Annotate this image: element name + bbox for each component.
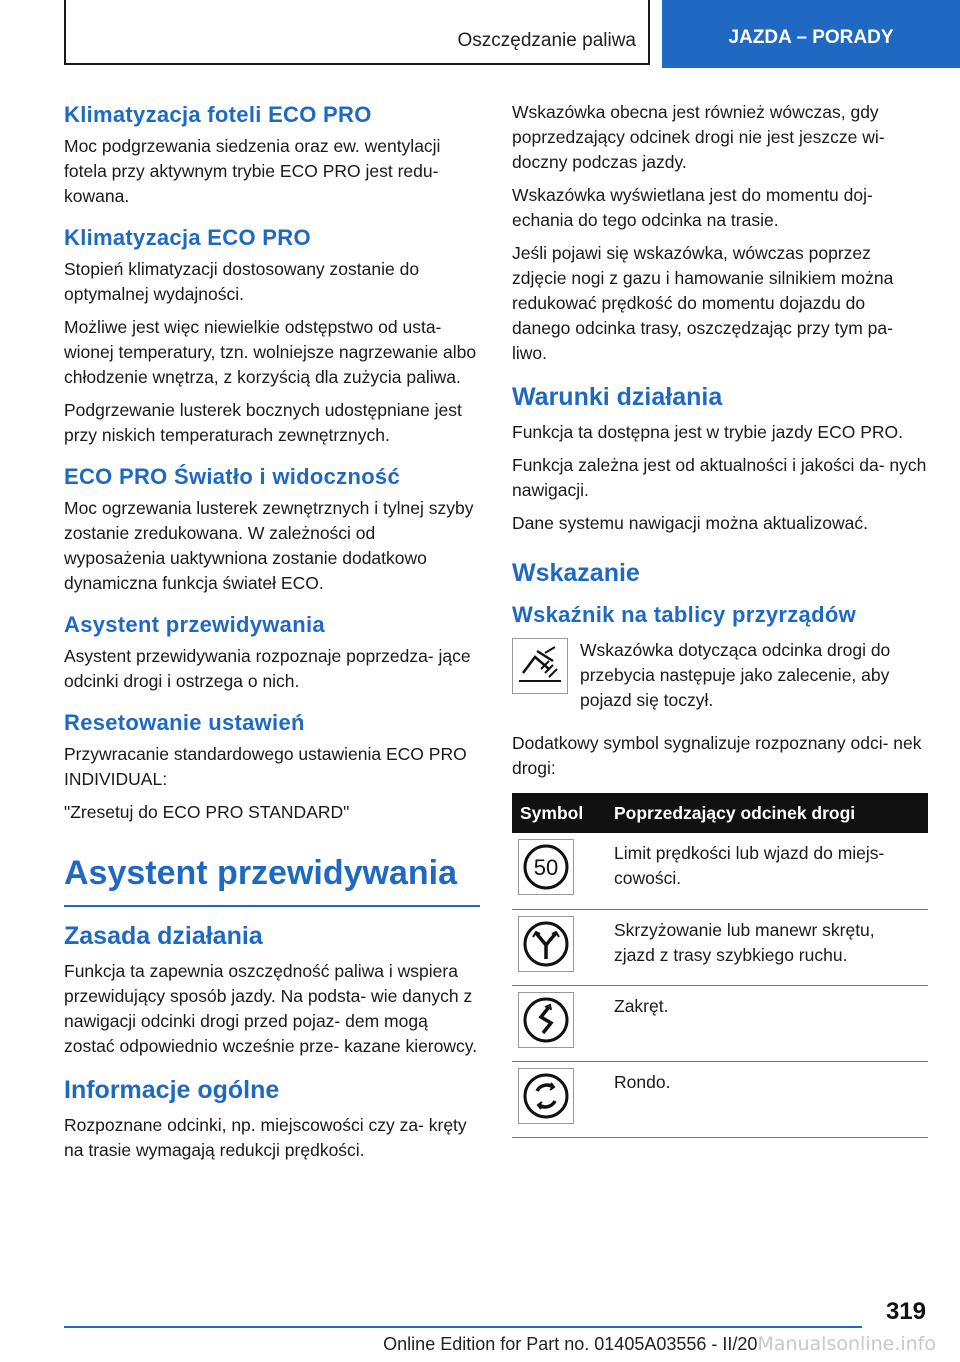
- text-intro-2: Wskazówka wyświetlana jest do momentu doj- echania do tego odcinka na trasie.: [512, 185, 873, 230]
- table-row: [512, 1061, 928, 1137]
- heading-display: Wskazanie: [512, 559, 640, 587]
- heading-climate-seats: Klimatyzacja foteli ECO PRO: [64, 102, 372, 127]
- heading-climate: Klimatyzacja ECO PRO: [64, 225, 311, 250]
- text-assistant-small: Asystent przewidywania rozpoznaje poprzedza- jące odcinki drogi i ostrzega o nich.: [64, 646, 471, 691]
- symbol-table: [512, 793, 928, 1138]
- text-additional-symbol: Dodatkowy symbol sygnalizuje rozpoznany odci- nek drogi:: [512, 733, 922, 778]
- table-row: [512, 833, 928, 909]
- curve-icon: [518, 992, 574, 1048]
- table-cell-text: Zakręt.: [606, 985, 928, 1061]
- roundabout-icon: [518, 1068, 574, 1124]
- text-climate-seats: Moc podgrzewania siedzenia oraz ew. wentylacji fotela przy aktywnym trybie ECO PRO jest redu- kowana.: [64, 136, 441, 206]
- chapter-heading-assistant: Asystent przewidywania: [64, 851, 480, 907]
- page-number: 319: [885, 1298, 926, 1325]
- heading-reset: Resetowanie ustawień: [64, 710, 305, 735]
- heading-general: Informacje ogólne: [64, 1076, 280, 1104]
- text-general: Rozpoznane odcinki, np. miejscowości czy za- kręty na trasie wymagają redukcji prędkości.: [64, 1115, 467, 1160]
- text-reset-2: "Zresetuj do ECO PRO STANDARD": [64, 802, 350, 822]
- watermark: Manualsonline.info: [757, 1333, 936, 1355]
- text-climate-2: Możliwe jest więc niewielkie odstępstwo od usta- wionej temperatury, tzn. wolniejsze nagrzewanie albo chłodzenie wnętrza, z korzyścią dla zużycia paliwa.: [64, 317, 477, 387]
- header-mid-rule: [648, 0, 650, 64]
- heading-principle: Zasada działania: [64, 922, 263, 950]
- header-section-title: Oszczędzanie paliwa: [457, 30, 636, 51]
- svg-text:50: 50: [533, 855, 559, 880]
- table-row: [512, 985, 928, 1061]
- text-principle: Funkcja ta zapewnia oszczędność paliwa i wspiera przewidujący sposób jazdy. Na podsta- wie danych z nawigacji odcinki drogi przed pojaz- dem mogą zostać odpowiednio wcześnie prze- kazane kierowcy.: [64, 961, 478, 1056]
- heading-assistant-small: Asystent przewidywania: [64, 612, 325, 637]
- heading-light: ECO PRO Światło i widoczność: [64, 464, 401, 489]
- footer-edition-text: Online Edition for Part no. 01405A03556 - II/20: [383, 1334, 758, 1354]
- text-light: Moc ogrzewania lusterek zewnętrznych i tylnej szyby zostanie zredukowana. W zależności od wyposażenia uaktywniona zostanie dodatkowo dynamiczna funkcja świateł ECO.: [64, 498, 474, 593]
- heading-conditions: Warunki działania: [512, 383, 723, 411]
- table-header-section: Poprzedzający odcinek drogi: [606, 793, 928, 833]
- junction-icon: [518, 916, 574, 972]
- table-cell-text: Skrzyżowanie lub manewr skrętu, zjazd z trasy szybkiego ruchu.: [606, 909, 928, 985]
- left-column: [64, 100, 480, 1171]
- footer-edition: [0, 1333, 936, 1355]
- right-column: [512, 100, 928, 1138]
- table-cell-text: Rondo.: [606, 1061, 928, 1137]
- heading-indicator: Wskaźnik na tablicy przyrządów: [512, 602, 856, 627]
- indicator-row: [512, 638, 928, 713]
- header-chapter-tab[interactable]: JAZDA – PORADY: [662, 0, 960, 68]
- text-conditions-1: Funkcja ta dostępna jest w trybie jazdy ECO PRO.: [512, 422, 903, 442]
- table-header-row: [512, 793, 928, 833]
- table-cell-text: Limit prędkości lub wjazd do miejs- cowości.: [606, 833, 928, 909]
- text-conditions-2: Funkcja zależna jest od aktualności i jakości da- nych nawigacji.: [512, 455, 927, 500]
- text-climate-3: Podgrzewanie lusterek bocznych udostępniane jest przy niskich temperaturach zewnętrznych.: [64, 400, 462, 445]
- text-indicator: Wskazówka dotycząca odcinka drogi do przebycia następuje jako zalecenie, aby pojazd się toczył.: [580, 640, 891, 710]
- coasting-foot-off-pedal-icon: [512, 638, 568, 694]
- text-intro-1: Wskazówka obecna jest również wówczas, gdy poprzedzający odcinek drogi nie jest jeszcze wi- doczny podczas jazdy.: [512, 102, 885, 172]
- text-reset-1: Przywracanie standardowego ustawienia ECO PRO INDIVIDUAL:: [64, 744, 467, 789]
- text-climate-1: Stopień klimatyzacji dostosowany zostanie do optymalnej wydajności.: [64, 259, 420, 304]
- speed-limit-50-icon: [518, 839, 574, 895]
- table-header-symbol: Symbol: [512, 793, 606, 833]
- header-left-rule: [64, 0, 66, 64]
- footer-rule: [64, 1326, 862, 1328]
- header-bottom-rule: [64, 63, 650, 65]
- table-row: [512, 909, 928, 985]
- text-conditions-3: Dane systemu nawigacji można aktualizować.: [512, 513, 868, 533]
- text-intro-3: Jeśli pojawi się wskazówka, wówczas poprzez zdjęcie nogi z gazu i hamowanie silnikiem można redukować prędkość do momentu dojazdu do danego odcinka trasy, oszczędzając przy tym pa- liwo.: [512, 243, 894, 363]
